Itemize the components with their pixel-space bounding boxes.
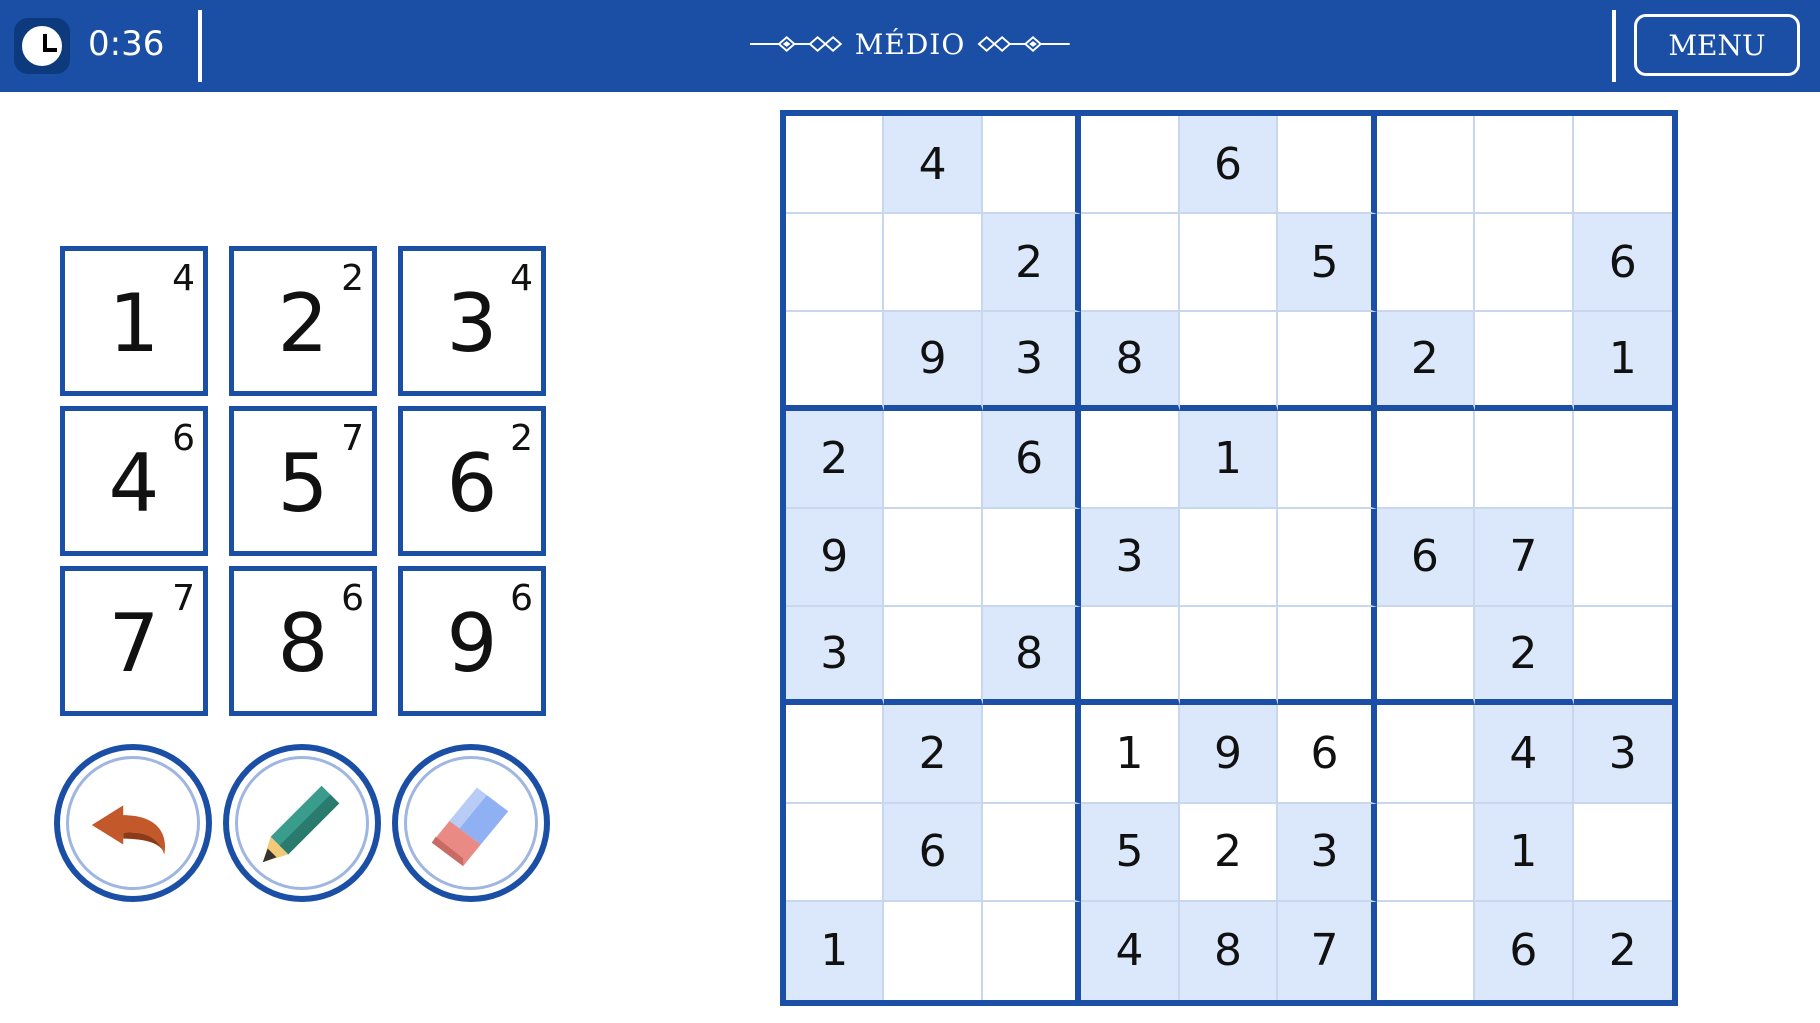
timer: 0:36 [88, 24, 165, 64]
sudoku-cell[interactable]: 9 [786, 509, 884, 607]
key-remaining-count: 7 [172, 578, 195, 619]
key-remaining-count: 6 [172, 418, 195, 459]
difficulty-title [750, 22, 1070, 66]
sudoku-cell[interactable]: 6 [1574, 214, 1672, 312]
sudoku-cell[interactable]: 6 [1278, 705, 1376, 803]
sudoku-cell[interactable] [983, 509, 1081, 607]
key-digit: 4 [108, 437, 160, 530]
key-remaining-count: 6 [341, 578, 364, 619]
sudoku-cell[interactable]: 8 [1081, 312, 1179, 410]
key-digit: 6 [446, 437, 498, 530]
header-divider [1612, 10, 1616, 82]
menu-button[interactable]: MENU [1634, 14, 1800, 76]
sudoku-cell[interactable]: 4 [1081, 902, 1179, 1000]
sudoku-cell[interactable] [1377, 411, 1475, 509]
sudoku-cell[interactable] [1574, 509, 1672, 607]
key-remaining-count: 7 [341, 418, 364, 459]
sudoku-cell[interactable]: 7 [1475, 509, 1573, 607]
undo-arrow-icon [84, 774, 182, 872]
sudoku-cell[interactable] [983, 804, 1081, 902]
sudoku-cell[interactable]: 3 [786, 607, 884, 705]
key-1[interactable] [60, 246, 208, 396]
sudoku-cell[interactable]: 6 [1377, 509, 1475, 607]
sudoku-cell[interactable]: 6 [983, 411, 1081, 509]
sudoku-cell[interactable] [1278, 509, 1376, 607]
sudoku-cell[interactable] [1475, 312, 1573, 410]
key-4[interactable] [60, 406, 208, 556]
sudoku-cell[interactable]: 2 [884, 705, 982, 803]
sudoku-cell[interactable] [1081, 116, 1179, 214]
sudoku-cell[interactable]: 2 [1377, 312, 1475, 410]
sudoku-cell[interactable]: 2 [1475, 607, 1573, 705]
sudoku-cell[interactable]: 1 [1180, 411, 1278, 509]
sudoku-cell[interactable]: 2 [1574, 902, 1672, 1000]
key-8[interactable] [229, 566, 377, 716]
sudoku-cell[interactable] [1574, 116, 1672, 214]
key-remaining-count: 4 [172, 258, 195, 299]
key-remaining-count: 2 [510, 418, 533, 459]
sudoku-cell[interactable]: 1 [1475, 804, 1573, 902]
sudoku-cell[interactable]: 9 [1180, 705, 1278, 803]
ornament-right-icon [977, 34, 1070, 54]
sudoku-cell[interactable] [1180, 214, 1278, 312]
sudoku-cell[interactable]: 6 [1475, 902, 1573, 1000]
undo-button[interactable] [54, 744, 212, 902]
sudoku-cell[interactable] [884, 411, 982, 509]
sudoku-cell[interactable] [983, 116, 1081, 214]
sudoku-cell[interactable]: 3 [1278, 804, 1376, 902]
sudoku-cell[interactable]: 9 [884, 312, 982, 410]
eraser-icon [422, 774, 520, 872]
sudoku-cell[interactable] [1377, 607, 1475, 705]
sudoku-cell[interactable]: 3 [983, 312, 1081, 410]
sudoku-cell[interactable]: 1 [1081, 705, 1179, 803]
sudoku-cell[interactable]: 7 [1278, 902, 1376, 1000]
sudoku-cell[interactable]: 2 [983, 214, 1081, 312]
key-digit: 7 [108, 597, 160, 690]
sudoku-cell[interactable] [884, 509, 982, 607]
key-digit: 5 [277, 437, 329, 530]
key-digit: 1 [108, 277, 160, 370]
sudoku-cell[interactable] [1377, 705, 1475, 803]
sudoku-cell[interactable] [1278, 116, 1376, 214]
sudoku-cell[interactable]: 4 [884, 116, 982, 214]
key-6[interactable] [398, 406, 546, 556]
key-remaining-count: 2 [341, 258, 364, 299]
sudoku-cell[interactable] [1475, 411, 1573, 509]
sudoku-cell[interactable] [786, 312, 884, 410]
key-9[interactable] [398, 566, 546, 716]
sudoku-cell[interactable] [1377, 116, 1475, 214]
pencil-icon [253, 774, 351, 872]
sudoku-cell[interactable]: 8 [983, 607, 1081, 705]
key-digit: 3 [446, 277, 498, 370]
eraser-button[interactable] [392, 744, 550, 902]
sudoku-cell[interactable]: 5 [1278, 214, 1376, 312]
sudoku-cell[interactable] [1377, 902, 1475, 1000]
sudoku-cell[interactable] [884, 607, 982, 705]
sudoku-cell[interactable]: 2 [786, 411, 884, 509]
sudoku-cell[interactable] [1278, 312, 1376, 410]
sudoku-cell[interactable] [1081, 214, 1179, 312]
sudoku-cell[interactable] [884, 902, 982, 1000]
sudoku-cell[interactable] [1574, 804, 1672, 902]
key-2[interactable] [229, 246, 377, 396]
sudoku-cell[interactable] [786, 116, 884, 214]
sudoku-cell[interactable] [983, 705, 1081, 803]
sudoku-cell[interactable] [983, 902, 1081, 1000]
sudoku-cell[interactable]: 3 [1574, 705, 1672, 803]
top-bar [0, 0, 1820, 92]
sudoku-cell[interactable] [1278, 411, 1376, 509]
sudoku-cell[interactable] [1180, 312, 1278, 410]
sudoku-board [780, 110, 1678, 1006]
key-digit: 2 [277, 277, 329, 370]
key-remaining-count: 6 [510, 578, 533, 619]
sudoku-cell[interactable]: 2 [1180, 804, 1278, 902]
sudoku-cell[interactable]: 3 [1081, 509, 1179, 607]
sudoku-cell[interactable]: 5 [1081, 804, 1179, 902]
sudoku-cell[interactable] [1180, 607, 1278, 705]
sudoku-cell[interactable] [1081, 607, 1179, 705]
key-5[interactable] [229, 406, 377, 556]
key-remaining-count: 4 [510, 258, 533, 299]
clock-icon [14, 18, 70, 74]
key-3[interactable] [398, 246, 546, 396]
sudoku-cell[interactable] [786, 214, 884, 312]
sudoku-cell[interactable] [1278, 607, 1376, 705]
sudoku-cell[interactable] [786, 705, 884, 803]
sudoku-cell[interactable] [1574, 607, 1672, 705]
sudoku-cell[interactable] [884, 214, 982, 312]
sudoku-cell[interactable] [1574, 411, 1672, 509]
header-divider [198, 10, 202, 82]
difficulty-label: MÉDIO [854, 27, 966, 61]
sudoku-cell[interactable]: 6 [884, 804, 982, 902]
sudoku-cell[interactable]: 8 [1180, 902, 1278, 1000]
sudoku-cell[interactable] [1475, 214, 1573, 312]
key-digit: 9 [446, 597, 498, 690]
sudoku-cell[interactable] [1475, 116, 1573, 214]
sudoku-cell[interactable]: 1 [786, 902, 884, 1000]
sudoku-cell[interactable]: 4 [1475, 705, 1573, 803]
sudoku-cell[interactable] [1377, 804, 1475, 902]
sudoku-cell[interactable]: 6 [1180, 116, 1278, 214]
sudoku-cell[interactable]: 1 [1574, 312, 1672, 410]
sudoku-cell[interactable] [1377, 214, 1475, 312]
ornament-left-icon [750, 34, 843, 54]
key-digit: 8 [277, 597, 329, 690]
sudoku-cell[interactable] [1180, 509, 1278, 607]
key-7[interactable] [60, 566, 208, 716]
sudoku-cell[interactable] [786, 804, 884, 902]
pencil-button[interactable] [223, 744, 381, 902]
sudoku-cell[interactable] [1081, 411, 1179, 509]
